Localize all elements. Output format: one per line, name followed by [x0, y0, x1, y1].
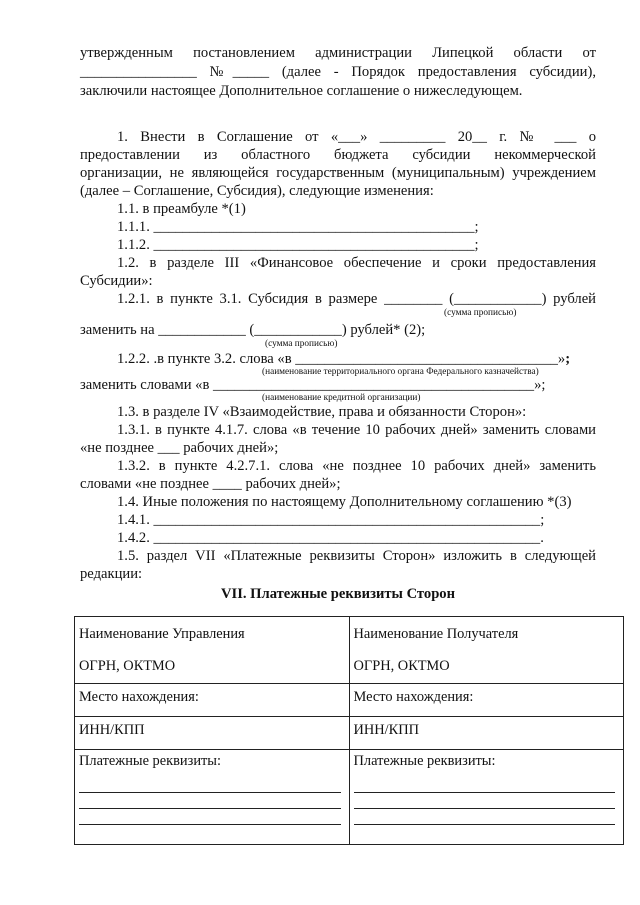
clause-1-1-2: 1.1.2. ____________________________________________; [117, 237, 479, 253]
label-recipient-location: Место нахождения: [353, 689, 474, 705]
label-manager-ogrn: ОГРН, ОКТМО [79, 658, 176, 674]
fill-line [79, 809, 341, 825]
cell-manager-location [75, 684, 350, 717]
caption-sum-words: (сумма прописью) [265, 339, 338, 349]
fill-line [354, 793, 616, 809]
cell-manager-inn [75, 717, 350, 750]
clause-1-1-1: 1.1.1. ____________________________________________; [117, 219, 479, 235]
cell-recipient-location [349, 684, 624, 717]
text-line: ________________ №_____ (далее - Порядок предоставления субсидии), [80, 64, 596, 80]
cell-manager-payment [75, 750, 350, 845]
label-recipient-name: Наименование Получателя [353, 626, 519, 642]
caption-sum-words: (сумма прописью) [444, 308, 517, 318]
clause-1-4: 1.4. Иные положения по настоящему Дополнительному соглашению *(3) [117, 494, 572, 510]
text-line: организации, не являющейся государственным (муниципальным) учреждением [80, 165, 596, 181]
caption-bank: (наименование кредитной организации) [262, 393, 421, 403]
label-recipient-ogrn: ОГРН, ОКТМО [353, 658, 450, 674]
label-manager-name: Наименование Управления [79, 626, 245, 642]
label-manager-inn: ИНН/КПП [79, 722, 145, 738]
text-line: редакции: [80, 566, 143, 582]
text-line: словами «не позднее ____ рабочих дней»; [80, 476, 341, 492]
clause-1-5: 1.5. раздел VII «Платежные реквизиты Сторон» изложить в следующей [117, 548, 596, 564]
text-line: заменить словами «в ____________________________________________»; [80, 377, 546, 393]
clause-1-3-2: 1.3.2. в пункте 4.2.7.1. слова «не позднее 10 рабочих дней» заменить [117, 458, 596, 474]
cell-recipient-name [349, 617, 624, 684]
clause-1-4-2: 1.4.2. _____________________________________________________. [117, 530, 544, 546]
caption-treasury: (наименование территориального органа Федерального казначейства) [262, 367, 539, 377]
text-line: Субсидии»: [80, 273, 153, 289]
bold-semicolon: ; [565, 351, 571, 367]
requisites-table [74, 616, 624, 845]
fill-line [354, 777, 616, 793]
text-line: (далее – Соглашение, Субсидия), следующие изменения: [80, 183, 434, 199]
section-title: VII. Платежные реквизиты Сторон [220, 586, 456, 602]
text-line: предоставлении из областного бюджета субсидии некоммерческой [80, 147, 596, 163]
text-line: заменить на ____________ (____________) рублей* (2); [80, 322, 426, 338]
clause-text: 1.2.2. .в пункте 3.2. слова «в ____________________________________» [117, 351, 566, 367]
clause-1: 1. Внести в Соглашение от «___» _________ 20__ г. № ___ о [117, 129, 596, 145]
clause-1-2: 1.2. в разделе III «Финансовое обеспечение и сроки предоставления [117, 255, 596, 271]
clause-1-1: 1.1. в преамбуле *(1) [117, 201, 246, 217]
text-line: «не позднее ___ рабочих дней»; [80, 440, 279, 456]
cell-manager-name [75, 617, 350, 684]
label-manager-payment: Платежные реквизиты: [79, 753, 221, 769]
text-line: заключили настоящее Дополнительное соглашение о нижеследующем. [80, 83, 523, 99]
text-line: утвержденным постановлением администрации Липецкой области от [80, 45, 596, 61]
fill-line [79, 793, 341, 809]
cell-recipient-inn [349, 717, 624, 750]
clause-1-3: 1.3. в разделе IV «Взаимодействие, права и обязанности Сторон»: [117, 404, 527, 420]
clause-1-2-2 [117, 351, 570, 368]
label-recipient-inn: ИНН/КПП [353, 722, 420, 738]
clause-1-4-1: 1.4.1. _____________________________________________________; [117, 512, 545, 528]
label-recipient-payment: Платежные реквизиты: [353, 753, 496, 769]
fill-line [79, 777, 341, 793]
cell-recipient-payment [349, 750, 624, 845]
fill-line [354, 809, 616, 825]
label-manager-location: Место нахождения: [79, 689, 199, 705]
clause-1-3-1: 1.3.1. в пункте 4.1.7. слова «в течение 10 рабочих дней» заменить словами [117, 422, 596, 438]
clause-1-2-1: 1.2.1. в пункте 3.1. Субсидия в размере ________ (____________) рублей [117, 291, 596, 307]
